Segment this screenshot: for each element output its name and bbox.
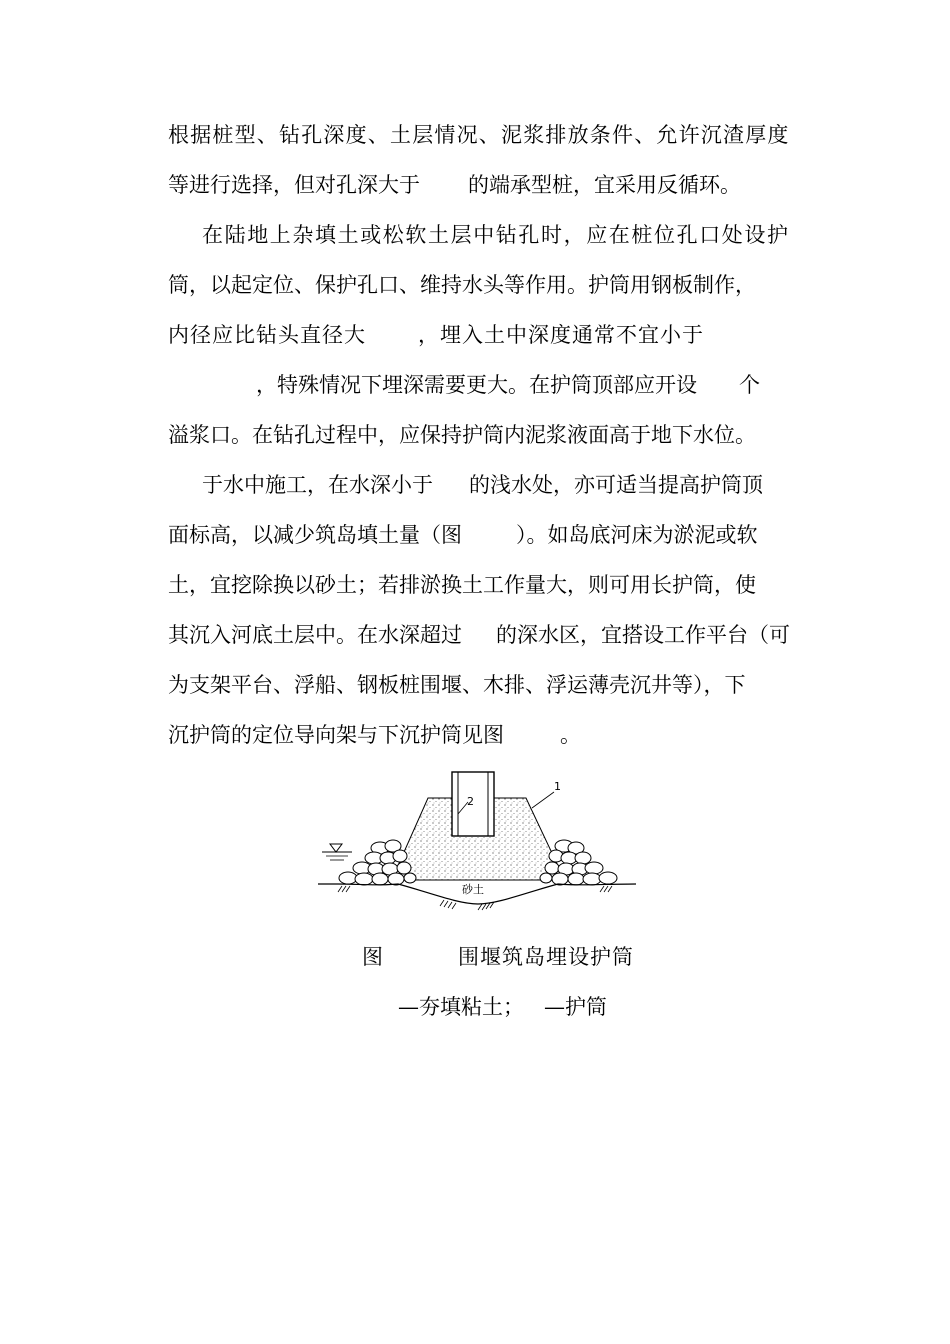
figure-legend-1: —夯填粘土； bbox=[398, 995, 524, 1019]
text-run: 等进行选择，但对孔深大于 bbox=[168, 173, 420, 197]
text-run: 溢浆口。在钻孔过程中，应保持护筒内泥浆液面高于地下水位。 bbox=[168, 423, 756, 447]
figure-drawing bbox=[318, 768, 638, 916]
label-1: 1 bbox=[554, 780, 561, 793]
text-run: ，特殊情况下埋深需要更大。在护筒顶部应开设 bbox=[256, 373, 697, 397]
paragraph-3-line-1 bbox=[168, 460, 794, 510]
right-rock-pile bbox=[540, 840, 617, 885]
paragraph-3-line-4 bbox=[168, 610, 794, 660]
paragraph-3-line-3 bbox=[168, 560, 794, 610]
text-run: 在陆地上杂填土或松软土层中钻孔时，应在桩位孔口处设护 bbox=[202, 223, 790, 247]
left-rock-pile bbox=[339, 840, 416, 885]
text-run: ，埋入土中深度通常不宜小于 bbox=[418, 323, 704, 347]
figure-legend-2: —护筒 bbox=[544, 995, 607, 1019]
cofferdam-island-figure bbox=[318, 768, 638, 916]
paragraph-2-line-3 bbox=[168, 310, 794, 360]
water-level-icon bbox=[330, 844, 342, 852]
text-run: 于水中施工，在水深小于 bbox=[202, 473, 433, 497]
paragraph-3-line-2 bbox=[168, 510, 794, 560]
soil-label: 砂土 bbox=[462, 883, 484, 896]
text-run: 的深水区，宜搭设工作平台（可 bbox=[496, 623, 790, 647]
text-run: 的浅水处，亦可适当提高护筒顶 bbox=[469, 473, 763, 497]
paragraph-2-line-4 bbox=[168, 360, 794, 410]
paragraph-3-line-6 bbox=[168, 710, 794, 760]
label-2: 2 bbox=[467, 795, 474, 808]
text-run: ）。如岛底河床为淤泥或软 bbox=[516, 523, 758, 547]
paragraph-2-line-2 bbox=[168, 260, 794, 310]
figure-caption-title: 围堰筑岛埋设护筒 bbox=[458, 945, 634, 969]
text-run: 其沉入河底土层中。在水深超过 bbox=[168, 623, 462, 647]
text-run: 筒，以起定位、保护孔口、维持水头等作用。护筒用钢板制作， bbox=[168, 273, 756, 297]
paragraph-1-line-2 bbox=[168, 160, 794, 210]
text-run: 的端承型桩，宜采用反循环。 bbox=[468, 173, 741, 197]
text-run: 土，宜挖除换以砂土；若排淤换土工作量大，则可用长护筒，使 bbox=[168, 573, 756, 597]
paragraph-3-line-5 bbox=[168, 660, 794, 710]
paragraph-1-line-1 bbox=[168, 110, 794, 160]
text-run: 个 bbox=[739, 373, 760, 397]
text-run: 面标高，以减少筑岛填土量（图 bbox=[168, 523, 462, 547]
paragraph-2-line-1 bbox=[168, 210, 794, 260]
text-run: 沉护筒的定位导向架与下沉护筒见图 bbox=[168, 723, 504, 747]
figure-caption-prefix: 图 bbox=[362, 945, 383, 969]
text-run: 为支架平台、浮船、钢板桩围堰、木排、浮运薄壳沉井等），下 bbox=[168, 673, 746, 697]
leader-line-1 bbox=[532, 792, 554, 808]
text-run: 内径应比钻头直径大 bbox=[168, 323, 366, 347]
text-run: 。 bbox=[560, 723, 581, 747]
text-run: 根据桩型、钻孔深度、土层情况、泥浆排放条件、允许沉渣厚度 bbox=[168, 123, 790, 147]
paragraph-2-line-5 bbox=[168, 410, 794, 460]
